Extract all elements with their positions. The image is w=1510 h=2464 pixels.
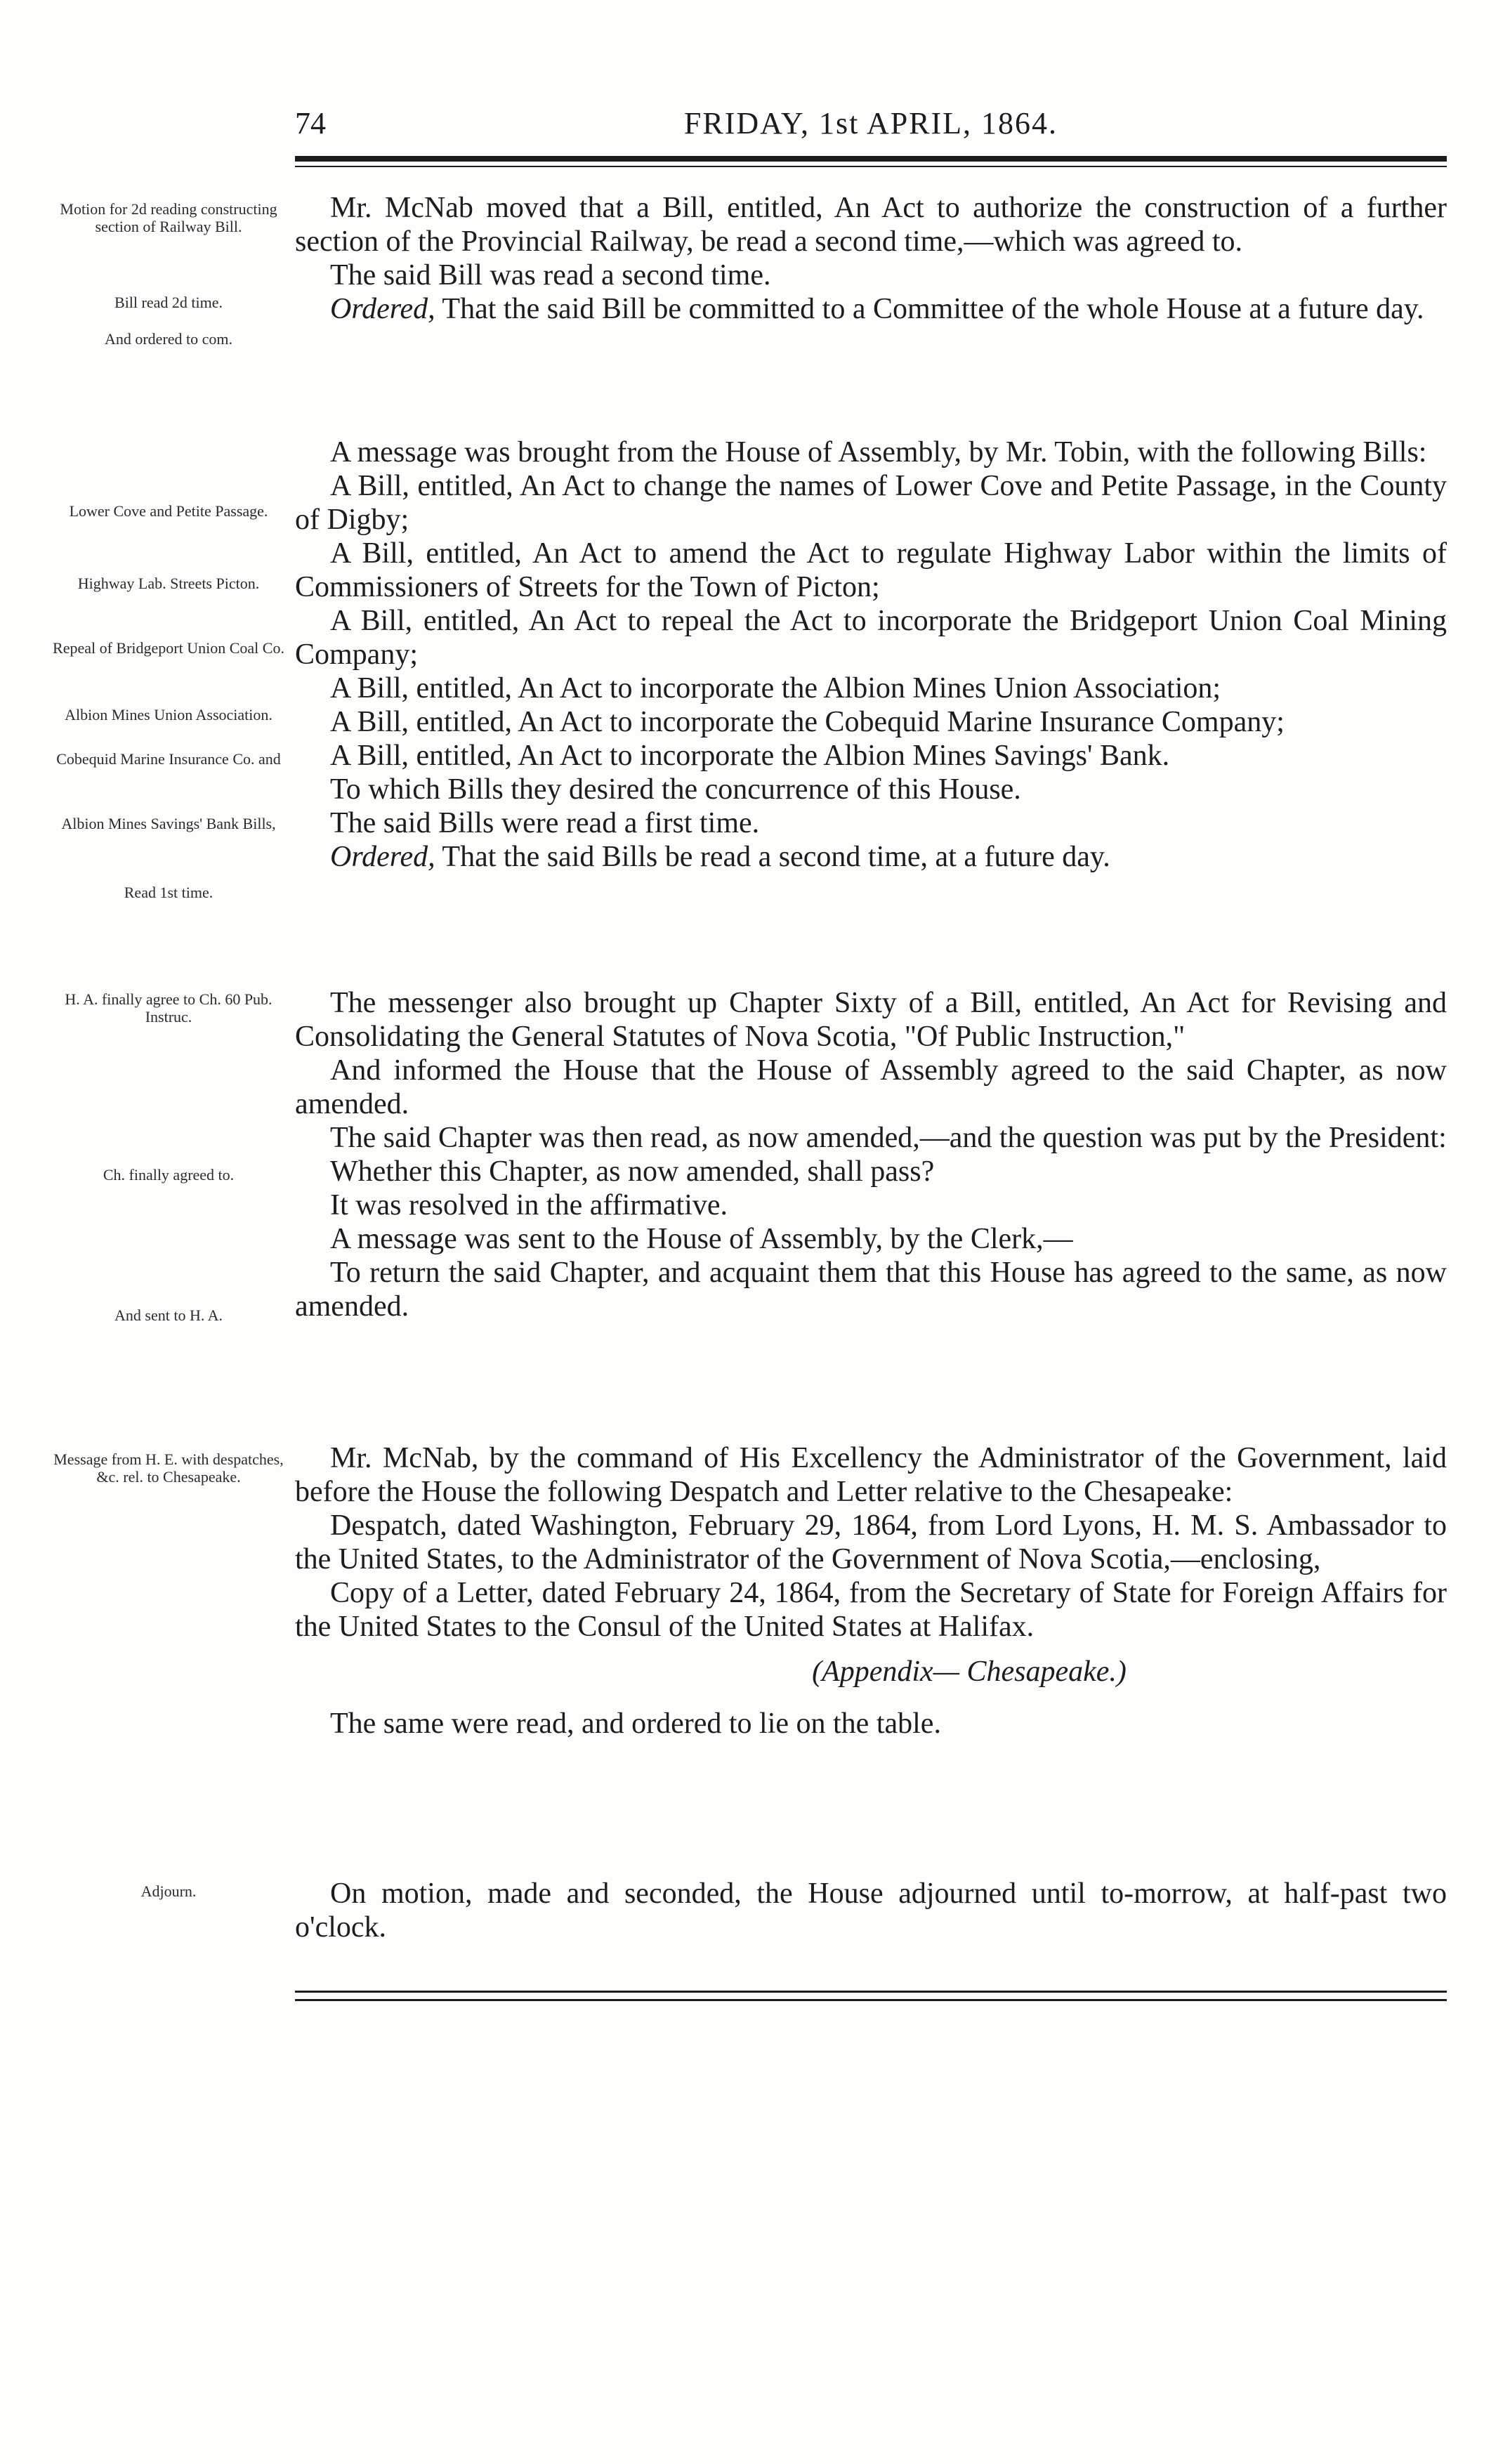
paragraph: To return the said Chapter, and acquaint them that this House has agreed to the same, as now amended. <box>295 1257 1447 1323</box>
margin-note: Albion Mines Union Association. <box>65 706 273 723</box>
paragraph: A message was brought from the House of Assembly, by Mr. Tobin, with the following Bills: <box>330 436 1427 468</box>
section-railway-bill <box>295 191 1447 326</box>
ordered-label: Ordered, <box>330 293 435 325</box>
paragraph: A Bill, entitled, An Act to incorporate the Cobequid Marine Insurance Company; <box>330 706 1285 738</box>
paragraph: The said Bills were read a first time. <box>330 807 760 839</box>
paragraph: A Bill, entitled, An Act to repeal the Act to incorporate the Bridgeport Union Coal Mining Company; <box>295 605 1447 671</box>
ordered-label: Ordered, <box>330 841 435 873</box>
margin-note: And sent to H. A. <box>114 1306 223 1324</box>
margin-note: Cobequid Marine Insurance Co. and <box>56 750 281 768</box>
section-chesapeake <box>295 1441 1447 1741</box>
margin-note: H. A. finally agree to Ch. 60 Pub. Instruc. <box>65 990 273 1025</box>
margin-note: And ordered to com. <box>104 330 233 348</box>
page-number: 74 <box>295 106 326 140</box>
header-rule-thick <box>295 156 1447 162</box>
paragraph: A Bill, entitled, An Act to amend the Act to regulate Highway Labor within the limits of Commissioners of Streets for the Town of Picton; <box>295 537 1447 603</box>
paragraph-text: That the said Bill be committed to a Committee of the whole House at a future day. <box>435 293 1424 325</box>
paragraph: A Bill, entitled, An Act to incorporate the Albion Mines Union Association; <box>330 672 1221 705</box>
paragraph: And informed the House that the House of Assembly agreed to the said Chapter, as now amended. <box>295 1054 1447 1120</box>
paragraph: A Bill, entitled, An Act to incorporate the Albion Mines Savings' Bank. <box>330 740 1170 772</box>
paragraph: On motion, made and seconded, the House adjourned until to-morrow, at half-past two o'clock. <box>295 1878 1447 1944</box>
paragraph: Copy of a Letter, dated February 24, 1864, from the Secretary of State for Foreign Affairs for the United States to the Consul of the United States at Halifax. <box>295 1577 1447 1643</box>
section-adjourn <box>295 1877 1447 1944</box>
margin-note: Message from H. E. with despatches, &c. rel. to Chesapeake. <box>53 1450 284 1486</box>
section-assembly-bills <box>295 435 1447 874</box>
margin-note: Ch. finally agreed to. <box>103 1166 235 1184</box>
paragraph: The same were read, and ordered to lie on the table. <box>330 1708 941 1740</box>
paragraph: A message was sent to the House of Assembly, by the Clerk,— <box>330 1223 1073 1255</box>
paragraph: A Bill, entitled, An Act to change the names of Lower Cove and Petite Passage, in the County of Digby; <box>295 470 1447 536</box>
paragraph: Mr. McNab, by the command of His Excellency the Administrator of the Government, laid before the House the following Despatch and Letter relative to the Chesapeake: <box>295 1442 1447 1508</box>
paragraph: Whether this Chapter, as now amended, shall pass? <box>330 1155 935 1188</box>
paragraph <box>295 292 1447 326</box>
section-public-instruction <box>295 986 1447 1323</box>
paragraph: The said Chapter was then read, as now amended,—and the question was put by the President: <box>330 1122 1447 1154</box>
margin-note: Adjourn. <box>140 1882 197 1900</box>
paragraph: Despatch, dated Washington, February 29, 1864, from Lord Lyons, H. M. S. Ambassador to the United States, to the Administrator of the Government of Nova Scotia,—enclosing, <box>295 1509 1447 1575</box>
margin-note: Lower Cove and Petite Passage. <box>69 502 268 520</box>
margin-note: Highway Lab. Streets Picton. <box>77 575 260 592</box>
header-rule-thin <box>295 166 1447 167</box>
margin-note: Motion for 2d reading constructing section of Railway Bill. <box>60 200 277 235</box>
paragraph <box>295 840 1447 874</box>
paragraph: The said Bill was read a second time. <box>330 259 771 291</box>
paragraph: The messenger also brought up Chapter Sixty of a Bill, entitled, An Act for Revising and Consolidating the General Statutes of Nova Scotia, "Of Public Instruction," <box>295 987 1447 1053</box>
margin-note: Repeal of Bridgeport Union Coal Co. <box>53 639 284 657</box>
paragraph: It was resolved in the affirmative. <box>330 1189 728 1221</box>
paragraph-text: That the said Bills be read a second time, at a future day. <box>435 841 1110 873</box>
margin-note: Read 1st time. <box>124 884 214 901</box>
appendix-note-text: (Appendix— Chesapeake.) <box>812 1656 1127 1688</box>
appendix-note <box>295 1655 1447 1689</box>
end-rule <box>295 1999 1447 2001</box>
margin-note: Albion Mines Savings' Bank Bills, <box>61 815 276 832</box>
paragraph: To which Bills they desired the concurrence of this House. <box>330 773 1021 806</box>
page-header <box>295 105 1447 148</box>
margin-note: Bill read 2d time. <box>114 294 223 311</box>
paragraph: Mr. McNab moved that a Bill, entitled, An Act to authorize the construction of a further section of the Provincial Railway, be read a second time,—which was agreed to. <box>295 192 1447 258</box>
end-rule <box>295 1991 1447 1993</box>
page-title: FRIDAY, 1st APRIL, 1864. <box>683 106 1058 140</box>
